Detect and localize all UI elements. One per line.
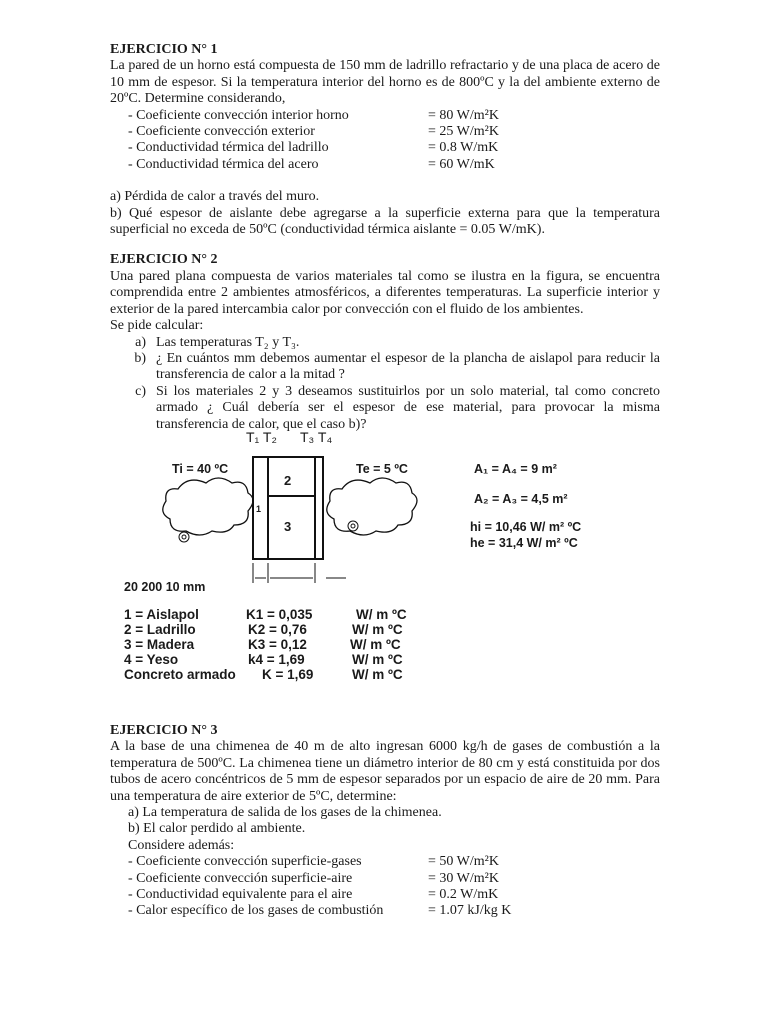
material-unit: W/ m ºC (350, 636, 401, 652)
ex1-params (110, 108, 660, 174)
param-row (128, 124, 660, 140)
material-name: 4 = Yeso (124, 651, 179, 667)
ex2-ask: Se pide calcular: (110, 318, 204, 334)
list-item (110, 335, 660, 351)
item-text: Si los materiales 2 y 3 deseamos sustituirlos por un solo material, tal como concreto armado ¿ Cuál debería ser el espesor de ese material, para provocar la misma transferencia de calor, que el caso b)? (156, 383, 660, 432)
document-page (110, 42, 660, 920)
material-k: K3 = 0,12 (248, 636, 307, 652)
param-row (128, 871, 660, 887)
material-name: Concreto armado (124, 666, 236, 682)
item-label: a) (135, 334, 146, 350)
material-k: k4 = 1,69 (248, 651, 305, 667)
item-label: c) (135, 383, 146, 399)
ex1-question-a: a) Pérdida de calor a través del muro. (110, 189, 320, 205)
param-row (128, 854, 660, 870)
param-label: - Conductividad equivalente para el aire (128, 887, 353, 902)
ex2-title: EJERCICIO N° 2 (110, 252, 218, 268)
ex3-question-a: a) La temperatura de salida de los gases de la chimenea. (128, 804, 442, 820)
param-value: = 0.8 W/mK (428, 140, 499, 156)
material-name: 1 = Aislapol (124, 606, 199, 622)
param-value: = 25 W/m²K (428, 124, 499, 140)
list-item (110, 384, 660, 433)
ex3-title: EJERCICIO N° 3 (110, 722, 218, 738)
inner-temp-text: Ti = 40 ºC (172, 461, 229, 476)
ex2-items (110, 335, 660, 433)
ex3-params (110, 854, 660, 920)
item-text: ¿ En cuántos mm debemos aumentar el espesor de la plancha de aislapol para reducir la transferencia de calor a la mitad ? (156, 350, 660, 383)
outer-temp-label (356, 461, 408, 477)
layer-1-label: 1 (256, 503, 262, 514)
param-label: - Coeficiente convección superficie-aire (128, 870, 353, 886)
param-value: = 60 W/mK (428, 156, 495, 172)
dimensions-label: 20 200 10 mm (124, 579, 206, 594)
cloud-puff (348, 521, 358, 531)
param-label: - Conductividad térmica del acero (128, 156, 319, 172)
param-value: = 80 W/m²K (428, 107, 499, 123)
param-row (128, 887, 660, 903)
param-label: - Calor específico de los gases de combustión (128, 903, 384, 919)
ex3-question-b: b) El calor perdido al ambiente. (128, 821, 306, 837)
param-label: - Coeficiente convección interior horno (128, 107, 349, 123)
ex3-intro: A la base de una chimenea de 40 m de alto ingresan 6000 kg/h de gases de combustión a la temperatura de 500ºC. La chimenea tiene un diámetro interior de 80 cm y está constituida por dos tubos de acero concéntricos de 5 mm de espesor separados por un espacio de aire de 20 mm. Para una temperatura de aire exterior de 5ºC, determine: (110, 739, 660, 804)
param-row (128, 157, 660, 173)
temp-label-t1-t2: T₁ T₂ (246, 428, 277, 445)
param-label: - Conductividad térmica del ladrillo (128, 140, 329, 156)
area-a1-a4: A₁ = A₄ = 9 m² (474, 461, 557, 476)
material-unit: W/ m ºC (352, 651, 403, 667)
material-k: K = 1,69 (262, 666, 314, 682)
ambient-cloud-left (163, 478, 253, 535)
param-value: = 1.07 kJ/kg K (428, 903, 512, 919)
param-row (128, 140, 660, 156)
material-unit: W/ m ºC (352, 621, 403, 637)
outer-temp-text: Te = 5 ºC (356, 461, 408, 476)
cloud-puff (182, 535, 186, 539)
hi-value: hi = 10,46 W/ m² ºC (470, 519, 582, 534)
area-a2-a3: A₂ = A₃ = 4,5 m² (474, 491, 568, 506)
list-item (110, 351, 660, 384)
layer-3-label: 3 (284, 518, 292, 534)
param-value: = 30 W/m²K (428, 870, 499, 886)
ex1-title: EJERCICIO N° 1 (110, 42, 218, 57)
he-value: he = 31,4 W/ m² ºC (470, 535, 578, 550)
ex2-intro: Una pared plana compuesta de varios materiales tal como se ilustra en la figura, se encuentra comprendida entre 2 ambientes atmosféricos, a diferentes temperaturas. La superficie interior y exterior de la pared intercambia calor por convección con el fluido de los ambientes. (110, 268, 660, 317)
item-label: b) (134, 350, 146, 366)
inner-temp-label (172, 461, 228, 477)
cloud-puff (179, 532, 189, 542)
param-label: - Coeficiente convección exterior (128, 124, 315, 140)
item-text: Las temperaturas T₂ y T₃. (156, 334, 300, 350)
material-k: K1 = 0,035 (246, 606, 313, 622)
param-value: = 0.2 W/mK (428, 887, 499, 902)
ex1-question-b: b) Qué espesor de aislante debe agregarse a la superficie externa para que la temperatura superficial no exceda de 50ºC (conductividad térmica aislante = 0.05 W/mK). (110, 205, 660, 238)
param-label: - Coeficiente convección superficie-gases (128, 854, 362, 870)
param-value: = 50 W/m²K (428, 854, 499, 870)
ex3-consider: Considere además: (128, 837, 235, 853)
temp-label-t3-t4: T₃ T₄ (300, 428, 333, 445)
ambient-cloud-right (327, 478, 417, 535)
material-k: K2 = 0,76 (248, 621, 307, 637)
material-name: 3 = Madera (124, 636, 195, 652)
material-unit: W/ m ºC (356, 606, 407, 622)
wall-figure (0, 428, 768, 723)
ex1-intro: La pared de un horno está compuesta de 150 mm de ladrillo refractario y de una placa de acero de 10 mm de espesor. Si la temperatura interior del horno es de 800ºC y la del ambiente externo de 20ºC. Determine considerando, (110, 58, 660, 107)
material-unit: W/ m ºC (352, 666, 403, 682)
cloud-puff (351, 524, 355, 528)
material-name: 2 = Ladrillo (124, 621, 196, 637)
layer-2-label: 2 (284, 472, 292, 488)
param-row (128, 903, 660, 919)
param-row (128, 108, 660, 124)
